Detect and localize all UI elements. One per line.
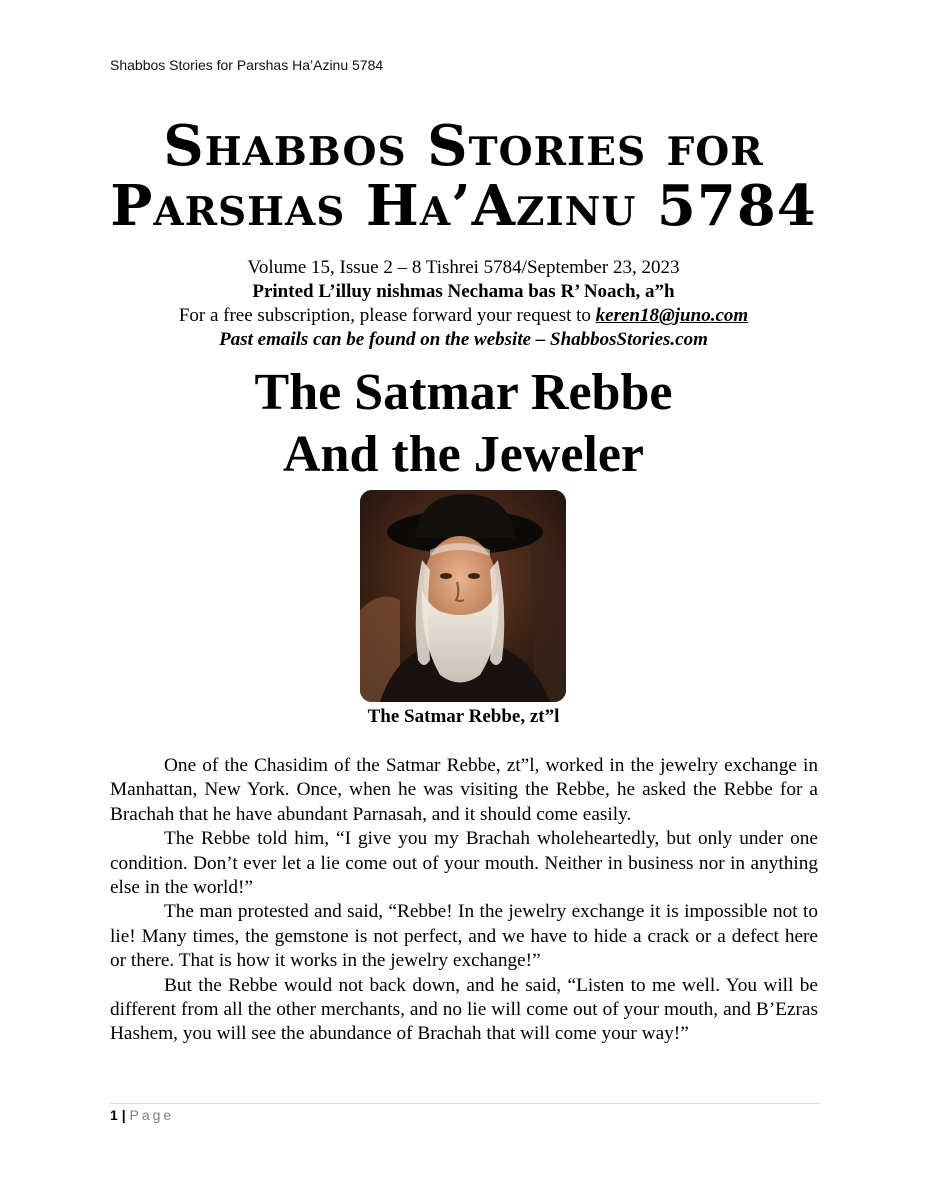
story-paragraph: But the Rebbe would not back down, and he said, “Listen to me well. You will be different from all the other merchants, and no lie will come out of your mouth, and B’Ezras Hashem, you will see the abundance of Brachah that will come your way!”: [110, 974, 818, 1045]
masthead: [0, 113, 927, 239]
story-paragraph: The Rebbe told him, “I give you my Brachah wholeheartedly, but only under one condition. Don’t ever let a lie come out of your mouth. Neither in business nor in anything else in the world!”: [110, 828, 818, 899]
past-emails-line: Past emails can be found on the website – ShabbosStories.com: [219, 329, 708, 350]
issue-info: [0, 256, 927, 352]
volume-line: Volume 15, Issue 2 – 8 Tishrei 5784/September 23, 2023: [247, 257, 680, 278]
subscription-line: [0, 304, 927, 328]
portrait-photo-icon: [360, 490, 566, 702]
page-number: 1: [110, 1107, 118, 1123]
email-link[interactable]: keren18@juno.com: [595, 305, 749, 326]
running-header: Shabbos Stories for Parshas Ha’Azinu 5784: [110, 57, 384, 73]
footer-separator: |: [121, 1107, 126, 1123]
story-body: [110, 754, 818, 1047]
story-title-line-1: The Satmar Rebbe: [254, 364, 673, 421]
masthead-line-1: Shabbos Stories for: [163, 113, 764, 179]
story-paragraph: One of the Chasidim of the Satmar Rebbe, zt”l, worked in the jewelry exchange in Manhattan, New York. Once, when he was visiting the Rebbe, he asked the Rebbe for a Brachah that he have abundant Parnasah, and it should come easily.: [110, 755, 818, 825]
footer-divider: [110, 1103, 820, 1104]
page-label: Page: [129, 1107, 175, 1123]
story-paragraph: The man protested and said, “Rebbe! In the jewelry exchange it is impossible not to lie! Many times, the gemstone is not perfect, and we have to hide a crack or a defect here or there. That is how it works in the jewelry exchange!”: [110, 901, 818, 972]
portrait-illustration: [360, 490, 566, 702]
story-title: [0, 362, 927, 486]
subscription-text: For a free subscription, please forward your request to: [178, 305, 596, 326]
masthead-line-2: Parshas Ha’Azinu 5784: [110, 173, 817, 239]
page-footer: [110, 1107, 174, 1123]
story-title-line-2: And the Jeweler: [282, 426, 645, 483]
dedication-line: Printed L’illuy nishmas Nechama bas R’ Noach, a”h: [252, 281, 675, 302]
photo-caption: The Satmar Rebbe, zt”l: [367, 706, 560, 727]
